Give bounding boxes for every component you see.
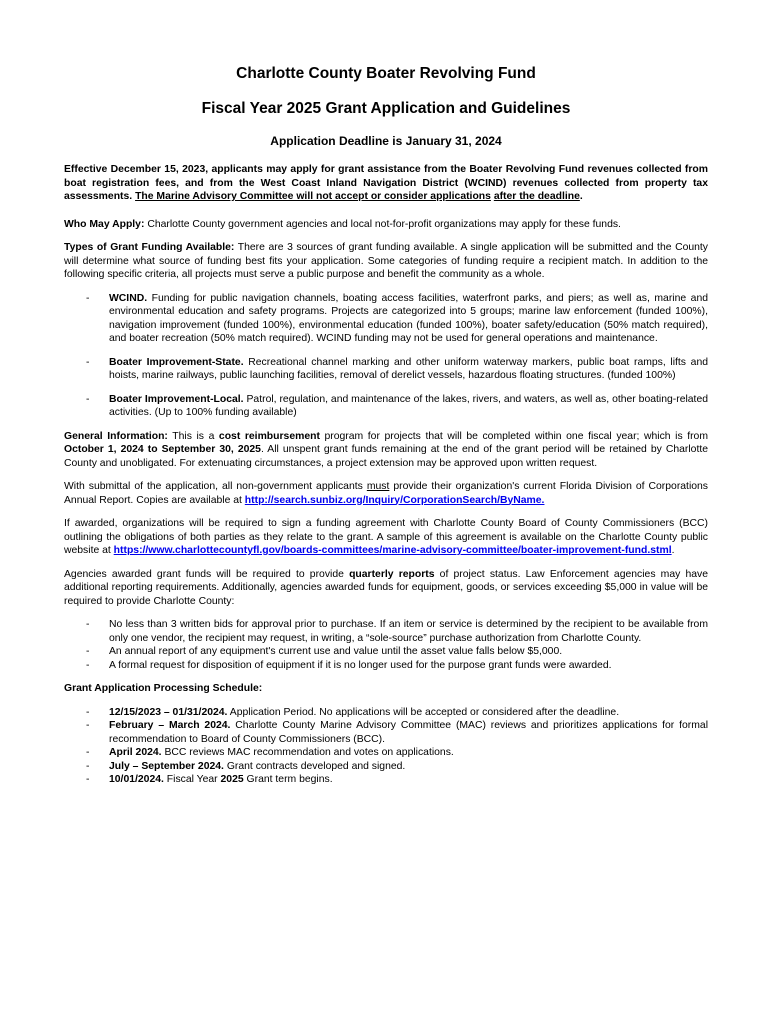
list-item: - Boater Improvement-Local. Patrol, regulation, and maintenance of the lakes, rivers, and waters, as well as, other boating-related activities. (Up to 100% funding available)	[86, 393, 709, 418]
who-may-apply: Who May Apply: Charlotte County government agencies and local not-for-profit organizations may apply for these funds.	[64, 218, 621, 230]
agreement-link[interactable]: https://www.charlottecountyfl.gov/boards-committees/marine-advisory-committee/boater-improvement-fund.stml	[113, 545, 672, 556]
list-item: - February – March 2024. Charlotte County Marine Advisory Committee (MAC) reviews and prioritizes applications for formal recommendation to Board of County Commissioners (BCC).	[86, 720, 708, 745]
application-deadline: Application Deadline is January 31, 2024	[270, 134, 502, 148]
requirements-list	[64, 618, 708, 672]
general-information: General Information: This is a cost reimbursement program for projects that will be completed within one fiscal year; which is from October 1, 2024 to September 30, 2025. All unspent grant funds remaining at the end of the grant period will be retained by Charlotte County and unobligated. For extenuating circumstances, a project extension may be approved upon written request.	[64, 430, 708, 469]
deadline-warning: The Marine Advisory Committee will not accept or consider applications	[135, 191, 491, 202]
list-item: - April 2024. BCC reviews MAC recommendation and votes on applications.	[86, 747, 454, 758]
list-item: - 12/15/2023 – 01/31/2024. Application Period. No applications will be accepted or considered after the deadline.	[86, 706, 620, 718]
list-item: - 10/01/2024. Fiscal Year 2025 Grant term begins.	[86, 774, 333, 785]
submittal-paragraph: With submittal of the application, all non-government applicants must provide their organization's current Florida Division of Corporations Annual Report. Copies are available at http://search.sunbiz.org/Inquiry/CorporationSearch/ByName.	[64, 481, 709, 506]
schedule-list	[64, 706, 708, 787]
after-deadline: after the deadline	[493, 191, 580, 202]
intro-paragraph: Effective December 15, 2023, applicants may apply for grant assistance from the Boater Revolving Fund revenues collected from boat registration fees, and from the West Coast Inland Navigation District (WCIND) revenues collected from property tax assessments. The Marine Advisory Committee will not accept or consider applications after the deadline.	[64, 164, 708, 202]
types-of-funding: Types of Grant Funding Available: There are 3 sources of grant funding available. A single application will be submitted and the County will determine what source of funding best fits your application. Some categories of funding require a recipient match. In addition to the following specific criteria, all projects must serve a public purpose and benefit the community as a whole.	[64, 242, 709, 280]
reports-paragraph: Agencies awarded grant funds will be required to provide quarterly reports of project status. Law Enforcement agencies may have additional reporting requirements. Additionally, agencies awarded funds for equipment, goods, or services exceeding $5,000 in value will be required to provide Charlotte County:	[64, 568, 709, 607]
list-item: - WCIND. Funding for public navigation channels, boating access facilities, waterfront parks, and piers; as well as, marine and environmental education and safety programs. Projects are categorized into 5 groups; marine law enforcement (funded 100%), navigation improvement (funded 100%), environmental education (funded 100%), boater safety/education (50% match required), and boater recreation (50% match required). WCIND funding may not be used for general operations and maintenance.	[86, 292, 708, 344]
document-page	[64, 64, 708, 787]
funding-types-list	[64, 292, 708, 420]
list-item: - An annual report of any equipment's current use and value until the asset value falls below $5,000.	[86, 646, 563, 657]
schedule-heading: Grant Application Processing Schedule:	[64, 683, 263, 694]
list-item: - No less than 3 written bids for approval prior to purchase. If an item or service is determined by the recipient to be available from only one vendor, the recipient may request, in writing, a “sole-source” purchase authorization from Charlotte County.	[86, 619, 708, 644]
sunbiz-link[interactable]: http://search.sunbiz.org/Inquiry/CorporationSearch/ByName.	[244, 494, 545, 506]
list-item: - Boater Improvement-State. Recreational channel marking and other uniform waterway markers, public boat ramps, lifts and hoists, marine railways, public launching facilities, removal of derelict vessels, hazardous floating structures. (funded 100%)	[86, 356, 708, 381]
document-subtitle: Fiscal Year 2025 Grant Application and Guidelines	[201, 100, 571, 117]
list-item: - July – September 2024. Grant contracts developed and signed.	[86, 760, 406, 772]
awarded-paragraph: If awarded, organizations will be required to sign a funding agreement with Charlotte County Board of County Commissioners (BCC) outlining the obligations of both parties as they relate to the grant. A sample of this agreement is available on the Charlotte County public website at https://www.charlottecountyfl.gov/boards-committees/marine-advisory-committee/boater-improvement-fund.stml.	[64, 518, 708, 556]
document-title: Charlotte County Boater Revolving Fund	[236, 65, 536, 82]
list-item: - A formal request for disposition of equipment if it is no longer used for the purpose grant funds were awarded.	[86, 659, 612, 671]
